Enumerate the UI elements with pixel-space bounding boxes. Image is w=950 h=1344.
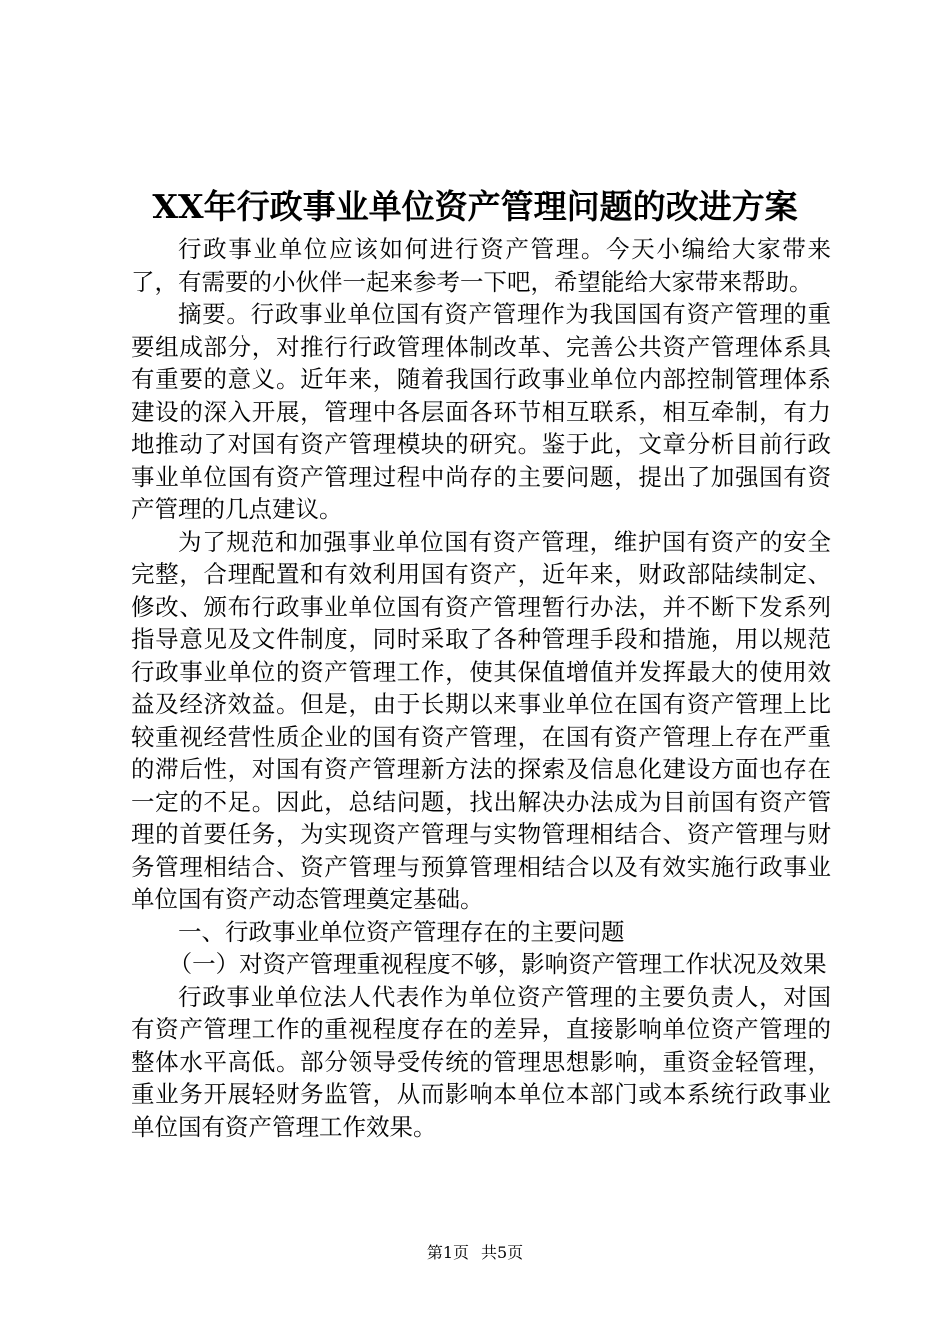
subsection-heading: （一）对资产管理重视程度不够，影响资产管理工作状况及效果 [168,950,827,978]
document-body [131,233,831,1143]
background-paragraph: 为了规范和加强事业单位国有资产管理，维护国有资产的安全完整，合理配置和有效利用国有资产，近年来，财政部陆续制定、修改、颁布行政事业单位国有资产管理暂行办法，并不断下发系列指导意见及文件制度，同时采取了各种管理手段和措施，用以规范行政事业单位的资产管理工作，使其保值增值并发挥最大的使用效益及经济效益。但是，由于长期以来事业单位在国有资产管理上比较重视经营性质企业的国有资产管理，在国有资产管理上存在严重的滞后性，对国有资产管理新方法的探索及信息化建设方面也存在一定的不足。因此，总结问题，找出解决办法成为目前国有资产管理的首要任务，为实现资产管理与实物管理相结合、资产管理与财务管理相结合、资产管理与预算管理相结合以及有效实施行政事业单位国有资产动态管理奠定基础。 [131,527,831,913]
abstract-paragraph: 摘要。行政事业单位国有资产管理作为我国国有资产管理的重要组成部分，对推行行政管理体制改革、完善公共资产管理体系具有重要的意义。近年来，随着我国行政事业单位内部控制管理体系建设的深入开展，管理中各层面各环节相互联系，相互牵制，有力地推动了对国有资产管理模块的研究。鉴于此，文章分析目前行政事业单位国有资产管理过程中尚存的主要问题，提出了加强国有资产管理的几点建议。 [131,300,831,523]
page-total: 共5页 [481,1243,524,1262]
body-paragraph: 行政事业单位法人代表作为单位资产管理的主要负责人，对国有资产管理工作的重视程度存在的差异，直接影响单位资产管理的整体水平高低。部分领导受传统的管理思想影响，重资金轻管理，重业务开展轻财务监管，从而影响本单位本部门或本系统行政事业单位国有资产管理工作效果。 [131,982,831,1141]
intro-paragraph: 行政事业单位应该如何进行资产管理。今天小编给大家带来了，有需要的小伙伴一起来参考一下吧，希望能给大家带来帮助。 [131,235,831,296]
page-number: 第1页 [426,1243,469,1262]
document-title: XX年行政事业单位资产管理问题的改进方案 [152,187,798,226]
page-footer [0,1241,950,1265]
section-heading: 一、行政事业单位资产管理存在的主要问题 [178,917,625,946]
